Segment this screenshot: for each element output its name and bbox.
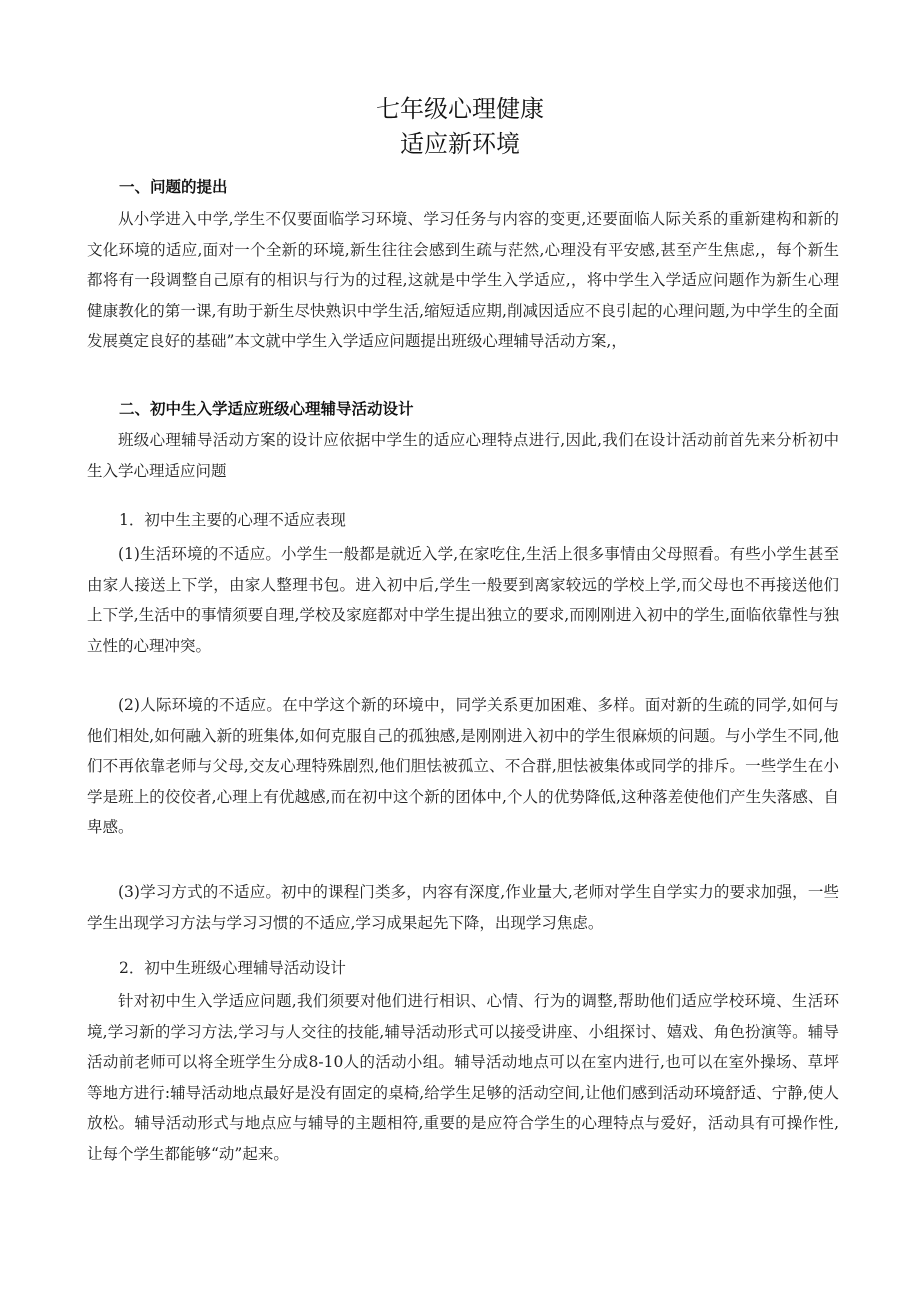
list-item: (1)生活环境的不适应。小学生一般都是就近入学,在家吃住,生活上很多事情由父母照看。有些小学生甚至由家人接送上下学，由家人整理书包。进入初中后,学生一般要到离家较远的学校上学,而父母也不再接送他们上下学,生活中的事情须要自理,学校及家庭都对中学生提出独立的要求,而刚刚进入初中的学生,面临依靠性与独立性的心理冲突。 <box>87 545 839 655</box>
list-item: (2)人际环境的不适应。在中学这个新的环境中，同学关系更加困难、多样。面对新的生疏的同学,如何与他们相处,如何融入新的班集体,如何克服自己的孤独感,是刚刚进入初中的学生很麻烦的问题。与小学生不同,他们不再依靠老师与父母,交友心理特殊剧烈,他们胆怯被孤立、不合群,胆怯被集体或同学的排斥。一些学生在小学是班上的佼佼者,心理上有优越感,而在初中这个新的团体中,个人的优势降低,这种落差使他们产生失落感、自卑感。 <box>87 696 839 836</box>
list-item: (3)学习方式的不适应。初中的课程门类多，内容有深度,作业量大,老师对学生自学实力的要求加强，一些学生出现学习方法与学习习惯的不适应,学习成果起先下降，出现学习焦虑。 <box>87 883 839 932</box>
section-1-paragraph: 从小学进入中学,学生不仅要面临学习环境、学习任务与内容的变更,还要面临人际关系的重新建构和新的文化环境的适应,面对一个全新的环境,新生往往会感到生疏与茫然,心理没有平安感,甚至产生焦虑,，每个新生都将有一段调整自己原有的相识与行为的过程,这就是中学生入学适应,，将中学生入学适应问题作为新生心理健康教化的第一课,有助于新生尽快熟识中学生活,缩短适应期,削减因适应不良引起的心理问题,为中学生的全面发展奠定良好的基础”本文就中学生入学适应问题提出班级心理辅导活动方案,， <box>87 210 839 350</box>
subsection-2-heading: 2．初中生班级心理辅导活动设计 <box>119 959 346 977</box>
section-2-heading: 二、初中生入学适应班级心理辅导活动设计 <box>119 400 414 418</box>
subsection-1-heading: 1．初中生主要的心理不适应表现 <box>119 511 346 529</box>
document-title: 七年级心理健康 <box>376 95 544 123</box>
section-2-intro: 班级心理辅导活动方案的设计应依据中学生的适应心理特点进行,因此,我们在设计活动前首先来分析初中生入学心理适应问题 <box>87 431 839 480</box>
section-2-closing-paragraph: 针对初中生入学适应问题,我们须要对他们进行相识、心情、行为的调整,帮助他们适应学校环境、生活环境,学习新的学习方法,学习与人交往的技能,辅导活动形式可以接受讲座、小组探讨、嬉戏、角色扮演等。辅导活动前老师可以将全班学生分成8-10人的活动小组。辅导活动地点可以在室内进行,也可以在室外操场、草坪等地方进行:辅导活动地点最好是没有固定的桌椅,给学生足够的活动空间,让他们感到活动环境舒适、宁静,使人放松。辅导活动形式与地点应与辅导的主题相符,重要的是应符合学生的心理特点与爱好，活动具有可操作性,让每个学生都能够“动”起来。 <box>87 992 839 1163</box>
section-1-heading: 一、问题的提出 <box>119 178 228 196</box>
document-subtitle: 适应新环境 <box>400 130 520 158</box>
